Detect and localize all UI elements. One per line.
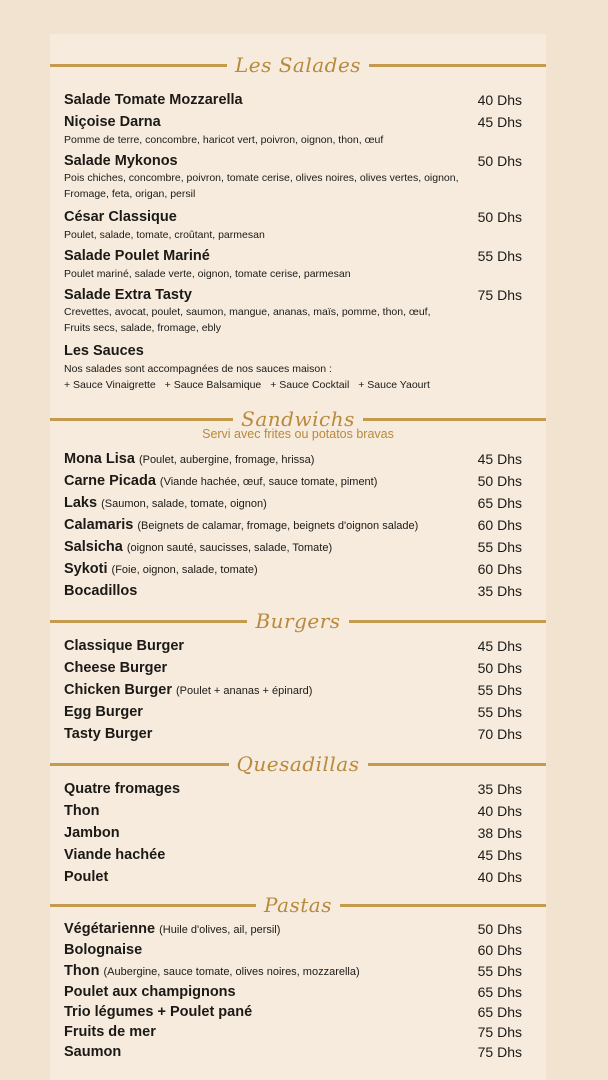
pastas-heading	[50, 890, 546, 920]
item-price: 65 Dhs	[477, 984, 522, 1000]
item-name: Végétarienne	[64, 921, 156, 937]
sauce-option: + Sauce Cocktail	[270, 379, 350, 391]
divider	[50, 418, 233, 421]
item-price: 50 Dhs	[477, 660, 522, 676]
menu-item	[64, 561, 522, 577]
section-subtitle: Servi avec frites ou potatos bravas	[202, 427, 394, 441]
item-name: Carne Picada	[64, 473, 156, 489]
item-name: Fruits de mer	[64, 1024, 156, 1040]
item-description: Pomme de terre, concombre, haricot vert, poivron, oignon, thon, œuf	[64, 134, 384, 146]
item-name: Tasty Burger	[64, 726, 153, 742]
item-name: Sykoti	[64, 561, 108, 577]
item-price: 75 Dhs	[477, 1044, 522, 1060]
item-name: Bolognaise	[64, 942, 143, 958]
item-name: Calamaris	[64, 517, 134, 533]
item-description: (Foie, oignon, salade, tomate)	[111, 564, 258, 576]
item-price: 50 Dhs	[477, 153, 522, 169]
menu-item	[64, 847, 522, 863]
menu-item	[64, 583, 522, 599]
item-price: 45 Dhs	[477, 847, 522, 863]
item-name: Salade Mykonos	[64, 153, 178, 169]
item-name: Saumon	[64, 1044, 122, 1060]
item-description: (Aubergine, sauce tomate, olives noires, mozzarella)	[103, 966, 360, 978]
item-description: Pois chiches, concombre, poivron, tomate cerise, olives noires, olives vertes, oignon,	[64, 172, 459, 184]
menu-item	[64, 248, 522, 282]
divider	[363, 418, 546, 421]
item-price: 35 Dhs	[477, 583, 522, 599]
menu-item	[64, 682, 522, 698]
item-name: Quatre fromages	[64, 781, 181, 797]
item-name: Egg Burger	[64, 704, 143, 720]
item-description: (Poulet, aubergine, fromage, hrissa)	[138, 454, 315, 466]
sauce-option: + Sauce Balsamique	[164, 379, 262, 391]
quesadillas-heading	[50, 749, 546, 779]
item-name: Mona Lisa	[64, 451, 135, 467]
menu-item	[64, 803, 522, 819]
menu-item	[64, 825, 522, 841]
item-description: (oignon sauté, saucisses, salade, Tomate)	[126, 542, 333, 554]
item-price: 55 Dhs	[477, 248, 522, 264]
menu-item	[64, 660, 522, 676]
item-description: (Beignets de calamar, fromage, beignets d'oignon salade)	[137, 520, 419, 532]
divider	[349, 620, 546, 623]
menu-item	[64, 114, 522, 148]
item-name: Poulet aux champignons	[64, 984, 236, 1000]
menu-item	[64, 921, 522, 937]
divider	[340, 904, 546, 907]
menu-item	[64, 209, 522, 243]
section-title: Burgers	[255, 609, 341, 633]
item-name: Salade Tomate Mozzarella	[64, 92, 243, 108]
item-name: Poulet	[64, 869, 109, 885]
item-price: 40 Dhs	[477, 869, 522, 885]
item-price: 45 Dhs	[477, 638, 522, 654]
menu-item	[64, 726, 522, 742]
item-name: Salade Extra Tasty	[64, 287, 192, 303]
item-name: Chicken Burger	[64, 682, 172, 698]
item-price: 45 Dhs	[477, 114, 522, 130]
item-price: 75 Dhs	[477, 287, 522, 303]
item-name: Viande hachée	[64, 847, 166, 863]
divider	[50, 904, 256, 907]
menu-item	[64, 473, 522, 489]
burgers-heading	[50, 606, 546, 636]
menu-item	[64, 781, 522, 797]
menu-item	[64, 963, 522, 979]
sauce-option: + Sauce Yaourt	[358, 379, 430, 391]
item-name: Classique Burger	[64, 638, 185, 654]
item-name: Niçoise Darna	[64, 114, 161, 130]
menu-item	[64, 638, 522, 654]
menu-item	[64, 1044, 522, 1060]
menu-item	[64, 704, 522, 720]
item-name: César Classique	[64, 209, 177, 225]
item-description: (Huile d'olives, ail, persil)	[159, 924, 281, 936]
item-name: Laks	[64, 495, 98, 511]
item-description: Poulet, salade, tomate, croûtant, parmesan	[64, 229, 265, 241]
item-price: 45 Dhs	[477, 451, 522, 467]
item-name: Les Sauces	[64, 343, 144, 359]
menu-item	[64, 942, 522, 958]
sauces-block	[64, 343, 522, 393]
section-title: Sandwichs	[241, 407, 355, 431]
item-price: 50 Dhs	[477, 921, 522, 937]
item-name: Jambon	[64, 825, 120, 841]
menu-item	[64, 451, 522, 467]
item-price: 55 Dhs	[477, 539, 522, 555]
item-description: Crevettes, avocat, poulet, saumon, mangue, ananas, maïs, pomme, thon, œuf,	[64, 306, 431, 318]
menu-item	[64, 539, 522, 555]
menu-item	[64, 1004, 522, 1020]
item-price: 38 Dhs	[477, 825, 522, 841]
item-description: Fruits secs, salade, fromage, ebly	[64, 322, 221, 334]
item-description: (Poulet + ananas + épinard)	[176, 685, 313, 697]
item-description: Fromage, feta, origan, persil	[64, 188, 196, 200]
item-name: Thon	[64, 803, 100, 819]
menu-item	[64, 153, 522, 202]
item-description: (Saumon, salade, tomate, oignon)	[101, 498, 267, 510]
section-title: Les Salades	[234, 53, 362, 77]
menu-item	[64, 92, 522, 108]
divider	[50, 763, 229, 766]
item-price: 55 Dhs	[477, 682, 522, 698]
item-name: Trio légumes + Poulet pané	[64, 1004, 253, 1020]
menu-item	[64, 495, 522, 511]
divider	[369, 64, 546, 67]
item-price: 55 Dhs	[477, 704, 522, 720]
item-price: 50 Dhs	[477, 209, 522, 225]
item-price: 60 Dhs	[477, 561, 522, 577]
item-price: 60 Dhs	[477, 942, 522, 958]
item-price: 40 Dhs	[477, 92, 522, 108]
section-title: Pastas	[264, 893, 332, 917]
item-price: 60 Dhs	[477, 517, 522, 533]
divider	[50, 64, 227, 67]
menu-page	[50, 34, 546, 1080]
item-name: Cheese Burger	[64, 660, 168, 676]
item-price: 40 Dhs	[477, 803, 522, 819]
menu-item	[64, 984, 522, 1000]
item-name: Bocadillos	[64, 583, 138, 599]
menu-item	[64, 869, 522, 885]
salades-heading	[50, 50, 546, 80]
item-description: (Viande hachée, œuf, sauce tomate, piment)	[159, 476, 378, 488]
item-name: Salade Poulet Mariné	[64, 248, 210, 264]
item-price: 50 Dhs	[477, 473, 522, 489]
menu-item	[64, 287, 522, 336]
item-price: 70 Dhs	[477, 726, 522, 742]
item-name: Thon	[64, 963, 100, 979]
sauce-option: + Sauce Vinaigrette	[64, 379, 156, 391]
item-price: 65 Dhs	[477, 1004, 522, 1020]
item-description: Nos salades sont accompagnées de nos sauces maison :	[64, 363, 332, 375]
sauce-list	[64, 377, 522, 393]
menu-item	[64, 1024, 522, 1040]
item-description: Poulet mariné, salade verte, oignon, tomate cerise, parmesan	[64, 268, 351, 280]
divider	[368, 763, 547, 766]
item-price: 65 Dhs	[477, 495, 522, 511]
item-price: 35 Dhs	[477, 781, 522, 797]
divider	[50, 620, 247, 623]
section-title: Quesadillas	[236, 752, 360, 776]
item-price: 75 Dhs	[477, 1024, 522, 1040]
item-price: 55 Dhs	[477, 963, 522, 979]
item-name: Salsicha	[64, 539, 123, 555]
menu-item	[64, 517, 522, 533]
